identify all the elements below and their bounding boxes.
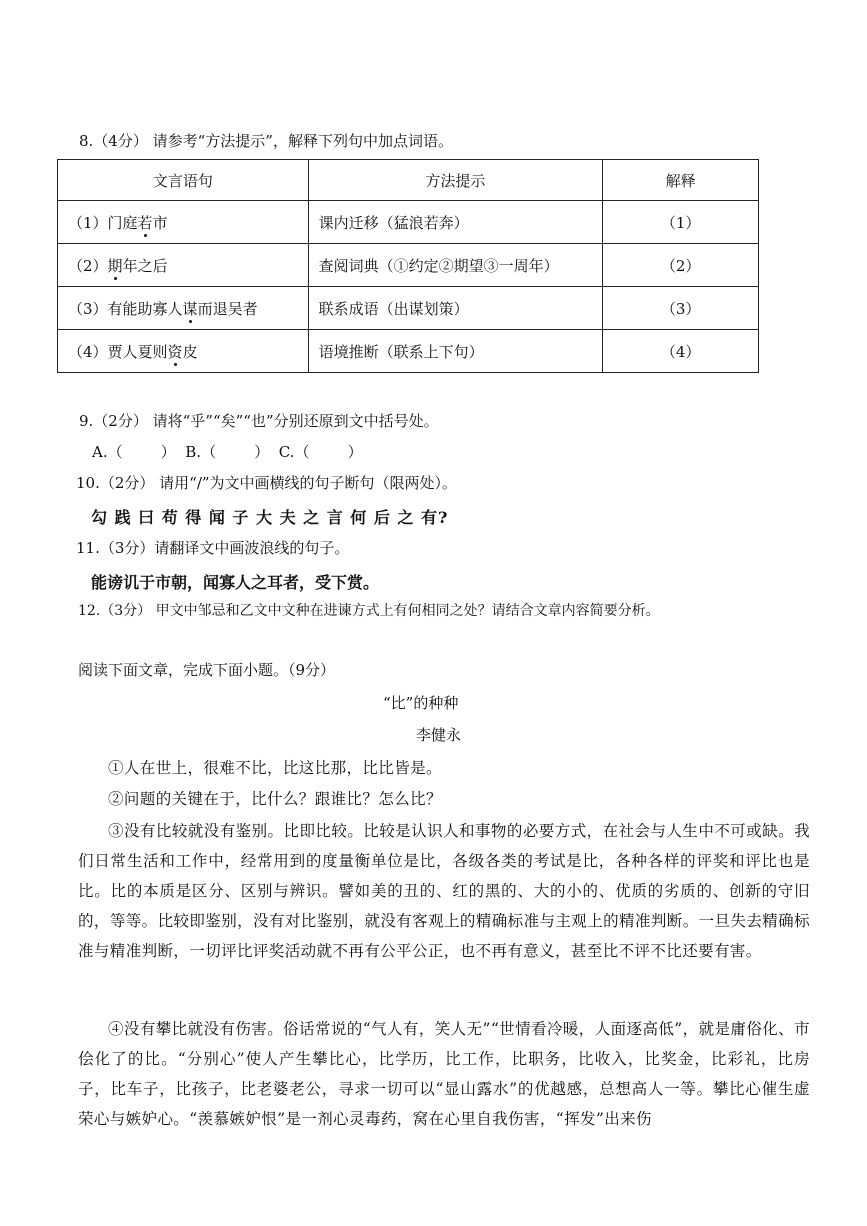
question-11-sentence: 能谤讥于市朝，闻寡人之耳者，受下赏。 — [91, 573, 380, 592]
question-9-options: A.（ ） B.（ ） C.（ ） — [92, 443, 363, 461]
paragraph-2: ②问题的关键在于，比什么？跟谁比？怎么比？ — [108, 790, 442, 808]
table-header: 方法提示 — [308, 160, 603, 201]
dotted-word: 资 — [167, 342, 183, 361]
answer-cell: （1） — [603, 201, 759, 244]
question-12-stem: 12.（3分） 甲文中邹忌和乙文中文种在进谏方式上有何相同之处？请结合文章内容简要分析。 — [78, 603, 660, 619]
dotted-word: 谋 — [182, 299, 198, 318]
sentence-cell: （1）门庭若市 — [58, 201, 309, 244]
article-title: “比”的种种 — [383, 694, 459, 712]
hint-cell: 联系成语（出谋划策） — [308, 287, 603, 330]
sentence-cell: （3）有能助寡人谋而退吴者 — [58, 287, 309, 330]
hint-cell: 语境推断（联系上下句） — [308, 330, 603, 373]
table-row — [58, 330, 759, 373]
question-8-stem: 8.（4分） 请参考“方法提示”，解释下列句中加点词语。 — [79, 132, 453, 150]
answer-cell: （3） — [603, 287, 759, 330]
question-11-stem: 11.（3分）请翻译文中画波浪线的句子。 — [76, 539, 350, 557]
question-9-stem: 9.（2分） 请将“乎”“矣”“也”分别还原到文中括号处。 — [79, 412, 439, 430]
article-author: 李健永 — [416, 726, 462, 744]
table-row — [58, 244, 759, 287]
dotted-word: 若 — [137, 213, 153, 232]
answer-cell: （2） — [603, 244, 759, 287]
question-10-stem: 10.（2分） 请用“/”为文中画横线的句子断句（限两处）。 — [76, 474, 458, 492]
sentence-cell: （2）期年之后 — [58, 244, 309, 287]
table-header: 解释 — [603, 160, 759, 201]
paragraph-1: ①人在世上，很难不比，比这比那，比比皆是。 — [108, 759, 442, 777]
hint-cell: 查阅词典（①约定②期望③一周年） — [308, 244, 603, 287]
reading-intro: 阅读下面文章，完成下面小题。（9分） — [78, 661, 336, 679]
paragraph-3: ③没有比较就没有鉴别。比即比较。比较是认识人和事物的必要方式，在社会与人生中不可或缺。我们日常生活和工作中，经常用到的度量衡单位是比，各级各类的考试是比，各种各样的评奖和评比也是比。比的本质是区分、区别与辨识。譬如美的丑的、红的黑的、大的小的、优质的劣质的、创新的守旧的，等等。比较即鉴别，没有对比鉴别，就没有客观上的精确标准与主观上的精准判断。一旦失去精确标准与精准判断，一切评比评奖活动就不再有公平公正，也不再有意义，甚至比不评不比还要有害。 — [78, 822, 810, 960]
hint-cell: 课内迁移（猛浪若奔） — [308, 201, 603, 244]
table-header: 文言语句 — [58, 160, 309, 201]
question-8-table — [57, 159, 759, 373]
table-row — [58, 201, 759, 244]
table-header-row — [58, 160, 759, 201]
sentence-cell: （4）贾人夏则资皮 — [58, 330, 309, 373]
paragraph-4: ④没有攀比就没有伤害。俗话常说的“气人有，笑人无”“世情看冷暖，人面逐高低”，就是庸俗化、市侩化了的比。“分别心”使人产生攀比心，比学历，比工作，比职务，比收入，比奖金，比彩礼，比房子，比车子，比孩子，比老婆老公，寻求一切可以“显山露水”的优越感，总想高人一等。攀比心催生虚荣心与嫉妒心。“羡慕嫉妒恨”是一剂心灵毒药，窝在心里自我伤害，“挥发”出来伤 — [78, 1020, 810, 1128]
answer-cell: （4） — [603, 330, 759, 373]
question-10-sentence: 勾 践 曰 苟 得 闻 子 大 夫 之 言 何 后 之 有? — [91, 508, 449, 527]
dotted-word: 期 — [107, 256, 123, 275]
table-row — [58, 287, 759, 330]
